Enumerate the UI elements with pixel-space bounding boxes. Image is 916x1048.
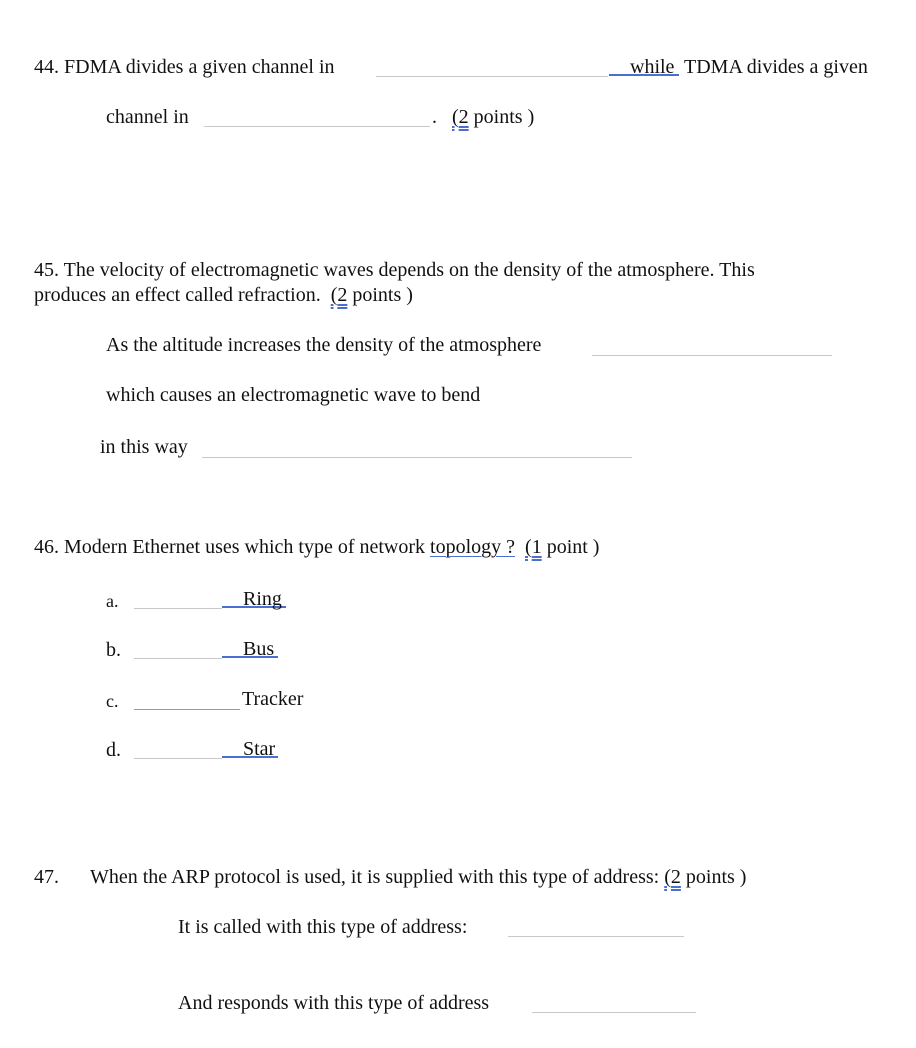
q46-option-letter: a. xyxy=(106,591,119,611)
q46-option-letter: b. xyxy=(106,639,121,661)
q44-answer-blank-2[interactable] xyxy=(204,126,430,127)
q44-points-paren: ( xyxy=(452,106,459,128)
q47-question-text: When the ARP protocol is used, it is supplied with this type of address: xyxy=(90,866,660,888)
q44-line2-prefix: channel in xyxy=(106,106,189,128)
q45-prompt-2: which causes an electromagnetic wave to bend xyxy=(106,384,481,406)
q46-option-blank[interactable] xyxy=(134,608,222,609)
q44-points xyxy=(452,105,534,129)
q46-option-text: Ring xyxy=(243,588,282,610)
q47-points-label: points ) xyxy=(685,866,747,888)
q47-question-line xyxy=(90,865,746,889)
q44-points-label: points ) xyxy=(473,106,535,128)
q46-question-text: 46. Modern Ethernet uses which type of network xyxy=(34,536,426,558)
q47-points-num: 2 xyxy=(670,866,681,888)
q46-option-blank[interactable] xyxy=(134,758,222,759)
q46-points-label: point ) xyxy=(546,536,600,558)
q45-points-num: 2 xyxy=(337,284,348,306)
q45-answer-blank-1[interactable] xyxy=(592,355,832,356)
q47-prompt-2: And responds with this type of address xyxy=(178,992,490,1014)
q44-connector: while xyxy=(630,56,675,78)
q45-prompt-1: As the altitude increases the density of the atmosphere xyxy=(106,334,542,356)
q45-points-paren: ( xyxy=(330,284,338,306)
q45-line1: 45. The velocity of electromagnetic waves depends on the density of the atmosphere. This xyxy=(34,259,755,281)
q44-line1-suffix: TDMA divides a given xyxy=(684,56,868,78)
q46-points-num: 1 xyxy=(531,536,542,558)
q45-prompt-3: in this way xyxy=(100,436,188,458)
q45-line2 xyxy=(34,283,413,307)
q46-option-blank[interactable] xyxy=(134,709,240,710)
q46-option-text: Bus xyxy=(243,638,275,660)
q47-points-paren: ( xyxy=(664,866,671,888)
q46-option-text: Tracker xyxy=(242,688,304,710)
q46-question-word: topology ? xyxy=(430,536,516,558)
q46-option-blank[interactable] xyxy=(134,658,222,659)
q47-answer-blank-2[interactable] xyxy=(532,1012,696,1013)
q46-option-text: Star xyxy=(243,738,276,760)
q45-points-label: points ) xyxy=(352,284,413,306)
q44-line1-prefix: 44. FDMA divides a given channel in xyxy=(34,56,335,78)
q46-points-paren: ( xyxy=(525,536,532,558)
q47-number: 47. xyxy=(34,866,59,888)
q46-option-letter: d. xyxy=(106,739,121,761)
q45-answer-blank-2[interactable] xyxy=(202,457,632,458)
q47-prompt-1: It is called with this type of address: xyxy=(178,916,468,938)
q46-question xyxy=(34,535,599,559)
q44-line2-period: . xyxy=(432,106,437,128)
q46-option-letter: c. xyxy=(106,691,119,711)
q44-points-num: 2 xyxy=(458,106,469,128)
q44-answer-blank-1[interactable] xyxy=(376,76,608,77)
q45-line2-text: produces an effect called refraction. xyxy=(34,284,321,306)
q47-answer-blank-1[interactable] xyxy=(508,936,684,937)
